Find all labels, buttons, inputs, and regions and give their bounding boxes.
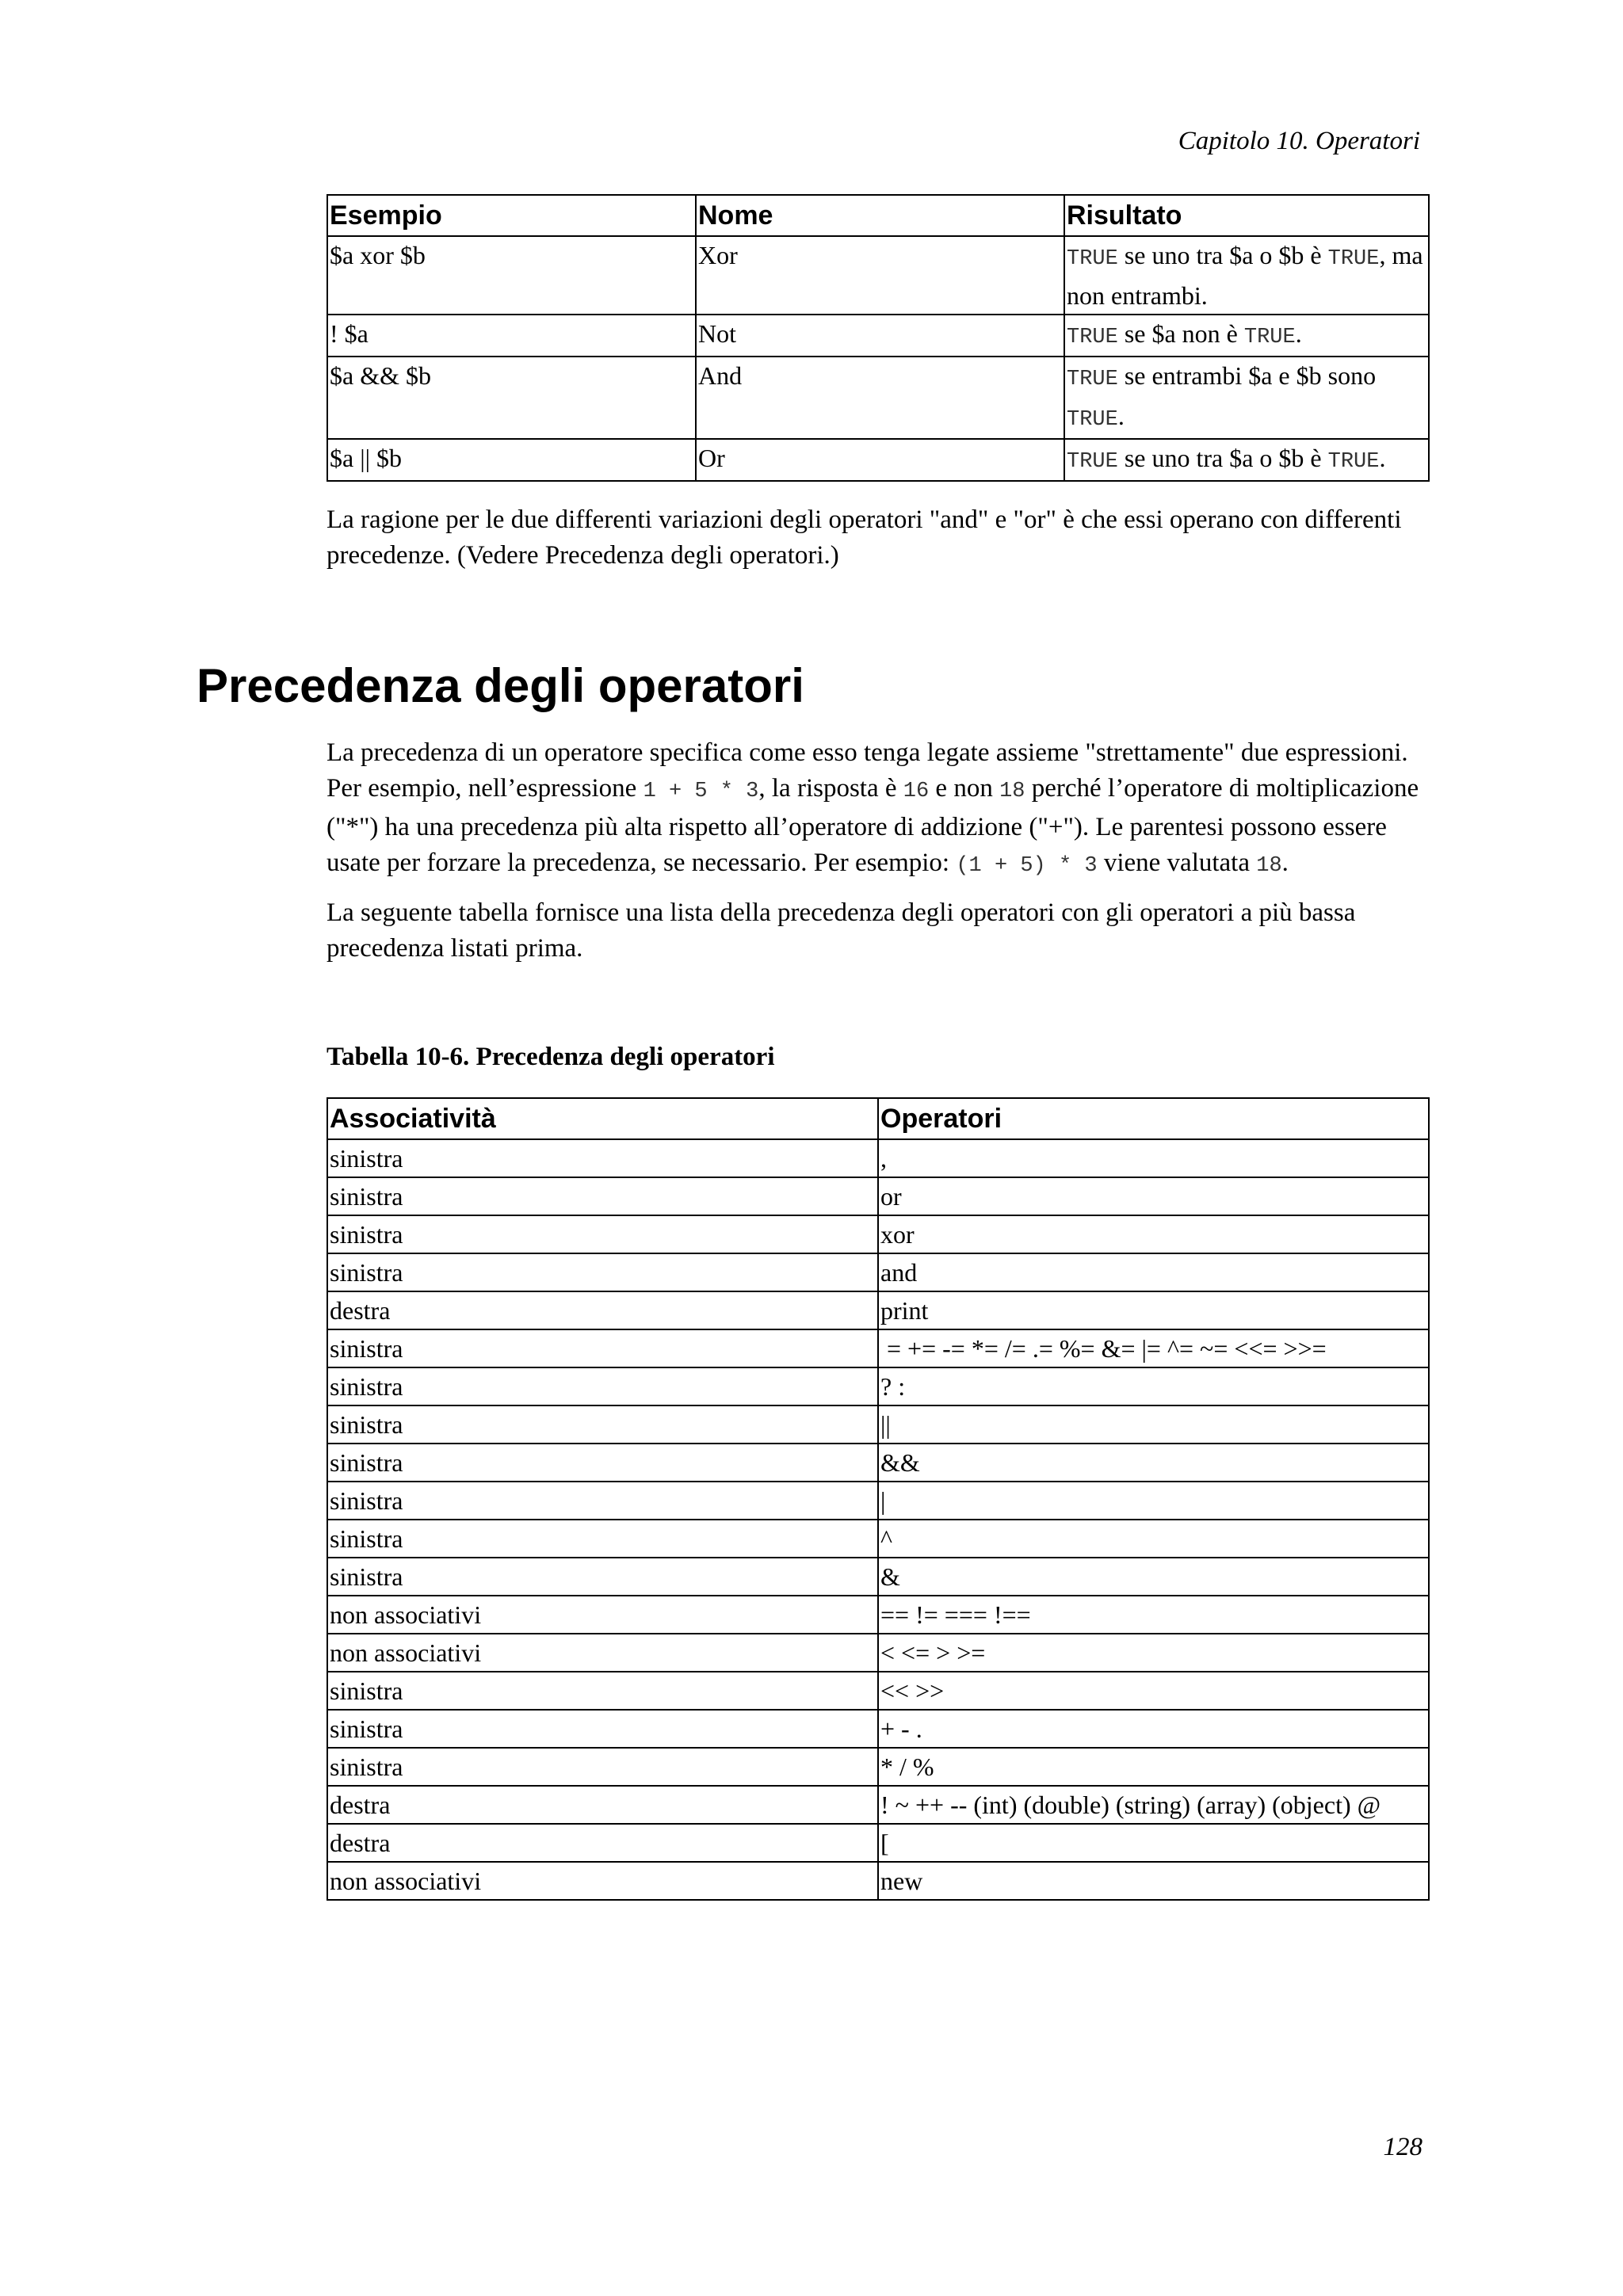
operators-cell: xor xyxy=(878,1215,1429,1253)
inline-code: 16 xyxy=(903,780,930,803)
associativity-cell: sinistra xyxy=(327,1215,878,1253)
text-run: perché l’operatore di moltiplicazione ("*") ha una precedenza più alta rispetto all’operatore di addizione ("+"). Le parentesi possono essere usate per forzare la precedenza, se necessario. Per esempio: xyxy=(327,774,1419,877)
associativity-cell: sinistra xyxy=(327,1482,878,1520)
table-row xyxy=(327,1672,1429,1710)
precedence-table-wrap xyxy=(327,1097,1428,1901)
example-cell: $a || $b xyxy=(327,439,696,481)
inline-code: (1 + 5) * 3 xyxy=(956,854,1098,878)
operators-cell: || xyxy=(878,1405,1429,1444)
operators-cell: == != === !== xyxy=(878,1596,1429,1634)
table-row xyxy=(327,1824,1429,1862)
operators-cell: | xyxy=(878,1482,1429,1520)
inline-code: 18 xyxy=(1256,854,1282,878)
table-row xyxy=(327,1291,1429,1329)
inline-code: TRUE xyxy=(1243,326,1296,349)
associativity-cell: sinistra xyxy=(327,1329,878,1367)
associativity-cell: sinistra xyxy=(327,1405,878,1444)
text-run: se uno tra $a o $b è xyxy=(1117,241,1328,269)
table-row xyxy=(327,1596,1429,1634)
column-header: Associatività xyxy=(327,1098,878,1139)
column-header: Nome xyxy=(696,195,1064,236)
section-title: Precedenza degli operatori xyxy=(197,659,804,712)
table-row xyxy=(327,1748,1429,1786)
table-row xyxy=(327,1444,1429,1482)
operators-cell: new xyxy=(878,1862,1429,1900)
running-head: Capitolo 10. Operatori xyxy=(1178,127,1420,155)
associativity-cell: destra xyxy=(327,1291,878,1329)
inline-code: 18 xyxy=(999,780,1025,803)
column-header: Esempio xyxy=(327,195,696,236)
text-run: se $a non è xyxy=(1117,319,1244,348)
text-run: . xyxy=(1117,402,1125,430)
inline-code: TRUE xyxy=(1067,326,1118,349)
associativity-cell: destra xyxy=(327,1824,878,1862)
associativity-cell: non associativi xyxy=(327,1862,878,1900)
table-caption: Tabella 10-6. Precedenza degli operatori xyxy=(327,1043,775,1071)
name-cell: And xyxy=(696,357,1064,439)
example-cell: $a xor $b xyxy=(327,236,696,315)
result-cell xyxy=(1064,236,1429,315)
table-row xyxy=(327,1177,1429,1215)
table-header-row xyxy=(327,195,1429,236)
table-row xyxy=(327,1710,1429,1748)
associativity-cell: destra xyxy=(327,1786,878,1824)
precedence-explanation xyxy=(327,735,1428,967)
operators-cell: ^ xyxy=(878,1520,1429,1558)
intro-paragraph xyxy=(327,502,1428,574)
column-header: Risultato xyxy=(1064,195,1429,236)
text-run: . xyxy=(1281,849,1289,877)
text-run: se entrambi $a e $b sono xyxy=(1117,361,1377,390)
operators-cell: print xyxy=(878,1291,1429,1329)
logical-operators-table xyxy=(327,194,1430,482)
example-cell: ! $a xyxy=(327,315,696,357)
associativity-cell: sinistra xyxy=(327,1444,878,1482)
associativity-cell: non associativi xyxy=(327,1596,878,1634)
name-cell: Xor xyxy=(696,236,1064,315)
associativity-cell: sinistra xyxy=(327,1367,878,1405)
result-cell xyxy=(1064,439,1429,481)
operators-cell: [ xyxy=(878,1824,1429,1862)
table-row xyxy=(327,439,1429,481)
result-cell xyxy=(1064,357,1429,439)
table-row xyxy=(327,357,1429,439)
operators-cell: << >> xyxy=(878,1672,1429,1710)
precedence-table xyxy=(327,1097,1430,1901)
name-cell: Or xyxy=(696,439,1064,481)
column-header: Operatori xyxy=(878,1098,1429,1139)
associativity-cell: sinistra xyxy=(327,1253,878,1291)
text-run: , la risposta è xyxy=(758,774,903,803)
paragraph-text: La ragione per le due differenti variazioni degli operatori "and" e "or" è che essi operano con differenti precedenze. (Vedere Precedenza degli operatori.) xyxy=(327,505,1402,570)
operators-cell: = += -= *= /= .= %= &= |= ^= ~= <<= >>= xyxy=(878,1329,1429,1367)
table-row xyxy=(327,1482,1429,1520)
table-row xyxy=(327,1139,1429,1177)
operators-cell: + - . xyxy=(878,1710,1429,1748)
operators-cell: ? : xyxy=(878,1367,1429,1405)
table-row xyxy=(327,1367,1429,1405)
result-cell xyxy=(1064,315,1429,357)
page-number: 128 xyxy=(1383,2133,1423,2161)
inline-code: TRUE xyxy=(1067,368,1118,391)
associativity-cell: sinistra xyxy=(327,1558,878,1596)
table-row xyxy=(327,1253,1429,1291)
text-run: se uno tra $a o $b è xyxy=(1117,444,1328,472)
example-cell: $a && $b xyxy=(327,357,696,439)
operators-cell: * / % xyxy=(878,1748,1429,1786)
operators-cell: or xyxy=(878,1177,1429,1215)
table-row xyxy=(327,1520,1429,1558)
inline-code: TRUE xyxy=(1327,247,1380,271)
text-run: . xyxy=(1295,319,1302,348)
text-run: , ma non entrambi. xyxy=(1067,241,1423,310)
associativity-cell: sinistra xyxy=(327,1139,878,1177)
table-row xyxy=(327,1786,1429,1824)
operators-cell: ! ~ ++ -- (int) (double) (string) (array) (object) @ xyxy=(878,1786,1429,1824)
text-run: . xyxy=(1379,444,1386,472)
inline-code: TRUE xyxy=(1067,408,1118,432)
operators-cell: & xyxy=(878,1558,1429,1596)
paragraph-text: La seguente tabella fornisce una lista della precedenza degli operatori con gli operatori a più bassa precedenza listati prima. xyxy=(327,898,1356,963)
operators-cell: && xyxy=(878,1444,1429,1482)
name-cell: Not xyxy=(696,315,1064,357)
associativity-cell: sinistra xyxy=(327,1710,878,1748)
text-run: e non xyxy=(929,774,1000,803)
table-row xyxy=(327,236,1429,315)
operators-cell: < <= > >= xyxy=(878,1634,1429,1672)
table-row xyxy=(327,1405,1429,1444)
table-row xyxy=(327,1862,1429,1900)
associativity-cell: sinistra xyxy=(327,1520,878,1558)
paragraph-text xyxy=(327,735,1428,884)
inline-code: TRUE xyxy=(1067,450,1118,474)
operators-cell: , xyxy=(878,1139,1429,1177)
table-row xyxy=(327,1634,1429,1672)
inline-code: TRUE xyxy=(1067,247,1118,271)
table-header-row xyxy=(327,1098,1429,1139)
table-row xyxy=(327,1329,1429,1367)
associativity-cell: sinistra xyxy=(327,1672,878,1710)
table-row xyxy=(327,1215,1429,1253)
associativity-cell: non associativi xyxy=(327,1634,878,1672)
operators-cell: and xyxy=(878,1253,1429,1291)
associativity-cell: sinistra xyxy=(327,1177,878,1215)
text-run: viene valutata xyxy=(1097,849,1257,877)
text-run: La precedenza di un operatore specifica come esso tenga legate assieme "strettamente" due espressioni. Per esempio, nell’espressione xyxy=(327,738,1408,803)
logical-operators-table-wrap xyxy=(327,194,1428,482)
associativity-cell: sinistra xyxy=(327,1748,878,1786)
inline-code: TRUE xyxy=(1327,450,1380,474)
table-row xyxy=(327,315,1429,357)
table-row xyxy=(327,1558,1429,1596)
inline-code: 1 + 5 * 3 xyxy=(643,780,759,803)
